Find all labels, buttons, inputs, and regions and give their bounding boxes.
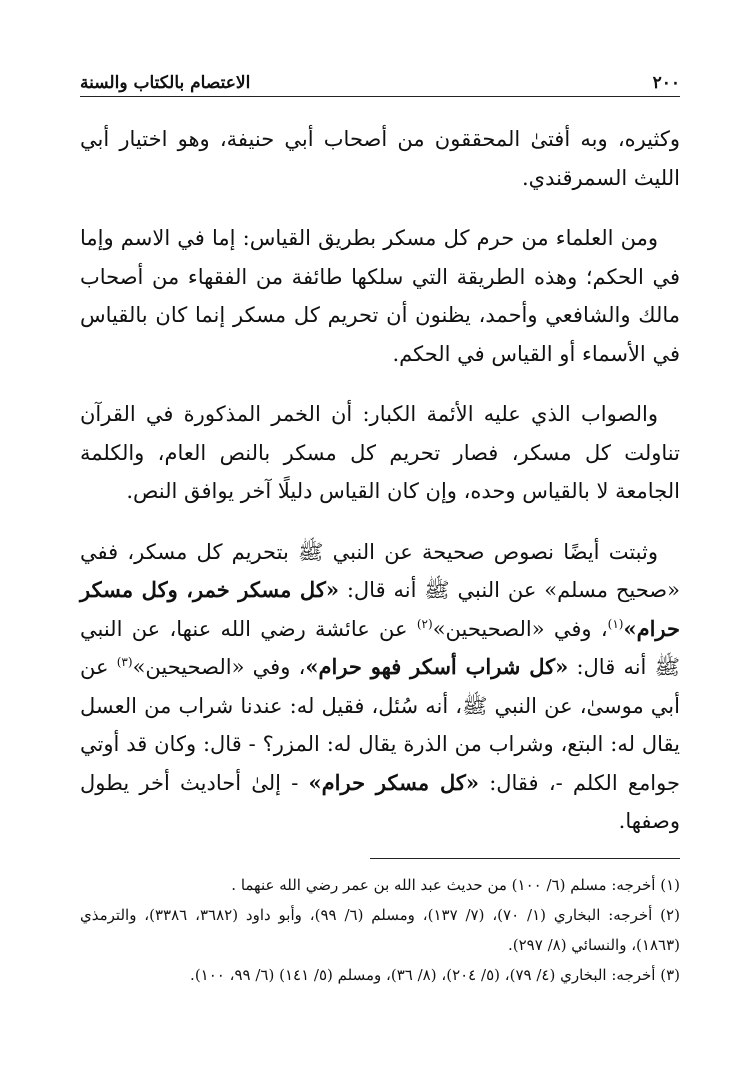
text-span: ، وفي «الصحيحين»	[132, 655, 306, 679]
text-span: عن عائشة رضي الله عنها، عن النبي ﷺ أنه قال:	[80, 616, 680, 679]
footnote-ref-1[interactable]: (١)	[607, 616, 624, 631]
paragraph-1: وكثيره، وبه أفتىٰ المحققون من أصحاب أبي حنيفة، وهو اختيار أبي الليث السمرقندي.	[80, 127, 680, 190]
text-span: وثبتت أيضًا نصوص صحيحة عن النبي ﷺ بتحريم كل مسكر، ففي «صحيح مسلم» عن النبي ﷺ أنه قال:	[80, 539, 680, 602]
footnote-2: (٢) أخرجه: البخاري (١/ ٧٠)، (٧/ ١٣٧)، ومسلم (٦/ ٩٩)، وأبو داود (٣٦٨٢، ٣٣٨٦)، والترمذي (١٨٦٣)، والنسائي (٨/ ٢٩٧).	[80, 906, 680, 954]
text-span: ، وفي «الصحيحين»	[432, 616, 608, 641]
text-span: - إلىٰ أحاديث أخر يطول وصفها.	[80, 770, 680, 833]
paragraph-3: والصواب الذي عليه الأئمة الكبار: أن الخمر المذكورة في القرآن تناولت كل مسكر، فصار تحريم كل مسكر بالنص العام، والكلمة الجامعة لا بالقياس وحده، وإن كان القياس دليلًا آخر يوافق النص.	[80, 402, 680, 503]
paragraph-2: ومن العلماء من حرم كل مسكر بطريق القياس: إما في الاسم وإما في الحكم؛ وهذه الطريقة التي سلكها طائفة من الفقهاء من أصحاب مالك والشافعي وأحمد، يظنون أن تحريم كل مسكر إنما كان بالقياس في الأسماء أو القياس في الحكم.	[80, 226, 680, 366]
page-number: ٢٠٠	[652, 73, 680, 93]
main-text	[80, 120, 680, 863]
paragraph-4	[80, 533, 680, 841]
footnote-rule	[370, 858, 680, 859]
footnote-ref-2[interactable]: (٢)	[416, 616, 433, 631]
footnote-1: (١) أخرجه: مسلم (٦/ ١٠٠) من حديث عبد الله بن عمر رضي الله عنهما .	[231, 876, 680, 894]
hadith-quote-3: «كل مسكر حرام»	[308, 769, 479, 795]
footnote-3: (٣) أخرجه: البخاري (٤/ ٧٩)، (٥/ ٢٠٤)، (٨/ ٣٦)، ومسلم (٥/ ١٤١) (٦/ ٩٩، ١٠٠).	[190, 966, 680, 984]
hadith-quote-1: «كل مسكر خمر، وكل مسكر حرام»	[80, 577, 680, 641]
text-span: عن أبي موسىٰ، عن النبي ﷺ، أنه سُئل، فقيل له: عندنا شراب من العسل يقال له: البتع، وشراب من الذرة يقال له: المزر؟ - قال: وكان قد أوتي جوامع الكلم -، فقال:	[80, 655, 680, 795]
header-rule	[80, 96, 680, 97]
hadith-quote-2: «كل شراب أسكر فهو حرام»	[305, 654, 569, 679]
running-title: الاعتصام بالكتاب والسنة	[80, 73, 251, 93]
footnote-ref-3[interactable]: (٣)	[116, 655, 133, 669]
footnotes	[80, 870, 680, 990]
running-header	[80, 60, 680, 94]
